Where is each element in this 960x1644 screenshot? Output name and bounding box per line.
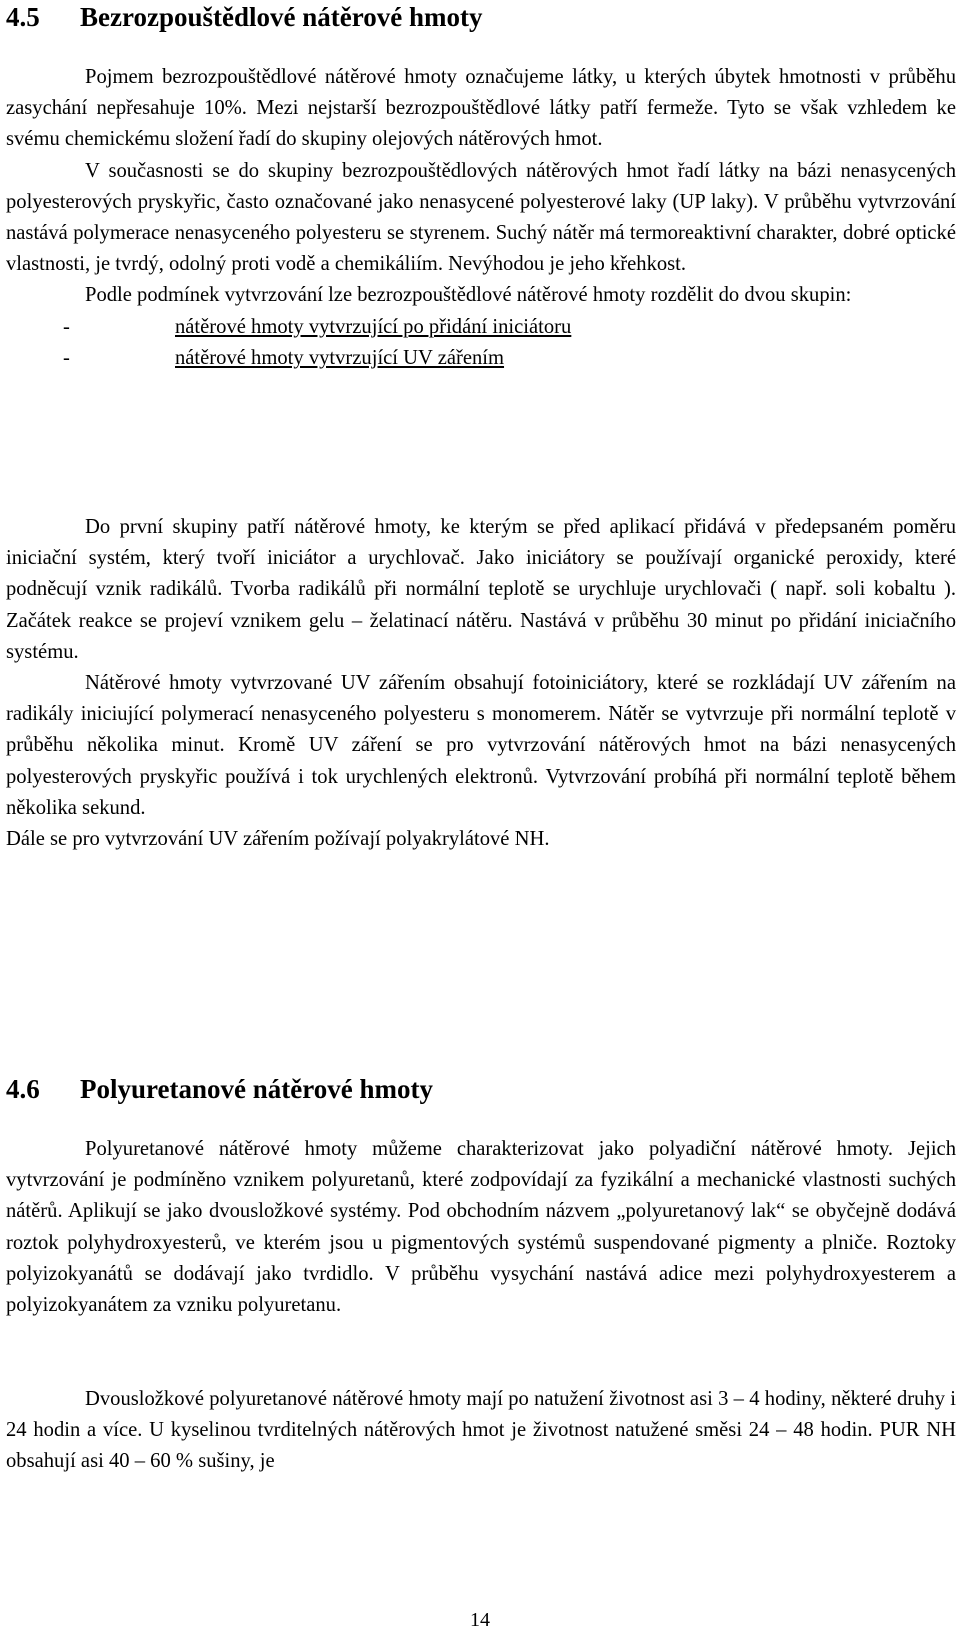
paragraph: Do první skupiny patří nátěrové hmoty, ke kterým se před aplikací přidává v předepsaném poměru iniciační systém, který tvoří iniciátor a urychlovač. Jako iniciátory se používají organické peroxidy, které podněcují vznik radikálů. Tvorba radikálů při normální teplotě se urychluje urychlovači ( např. soli kobaltu ). Začátek reakce se projeví vznikem gelu – želatinací nátěru. Nastává v průběhu 30 minut po přidání iniciačního systému. [6,516,956,663]
paragraph: Polyuretanové nátěrové hmoty můžeme charakterizovat jako polyadiční nátěrové hmoty. Jejich vytvrzování je podmíněno vznikem polyuretanů, které zodpovídají za fyzikální a mechanické vlastnosti suchých nátěrů. Aplikují se jako dvousložkové systémy. Pod obchodním názvem „polyuretanový lak“ se obyčejně dodává roztok polyhydroxyesterů, ve kterém jsou u pigmentových systémů suspendované pigmenty a plniče. Roztoky polyizokyanátů se dodávají jako tvrdidlo. V průběhu vysychání nastává adice mezi polyhydroxyesterem a polyizokyanátem za vzniku polyuretanu. [6,1138,956,1317]
paragraph: Pojmem bezrozpouštědlové nátěrové hmoty označujeme látky, u kterých úbytek hmotnosti v průběhu zasychání nepřesahuje 10%. Mezi nejstarší bezrozpouštědlové látky patří fermeže. Tyto se však vzhledem ke svému chemickému složení řadí do skupiny olejových nátěrových hmot. [6,66,956,151]
section-4-6-body [6,1134,956,1321]
section-4-5-body-continued [6,512,956,855]
list-item-text: nátěrové hmoty vytvrzující UV zářením [175,346,505,369]
page-number: 14 [470,1609,490,1631]
paragraph: Podle podmínek vytvrzování lze bezrozpouštědlové nátěrové hmoty rozdělit do dvou skupin: [85,284,852,307]
list-item [6,343,956,374]
list-item-text: nátěrové hmoty vytvrzující po přidání iniciátoru [175,315,572,338]
section-title: Polyuretanové nátěrové hmoty [80,1074,433,1104]
section-4-6-heading [6,1074,433,1104]
list-item [6,312,956,343]
paragraph: Dále se pro vytvrzování UV zářením požívají polyakrylátové NH. [6,828,550,851]
section-4-5-heading [6,2,482,32]
section-title: Bezrozpouštědlové nátěrové hmoty [80,2,483,32]
section-number: 4.5 [6,2,40,32]
paragraph: Dvousložkové polyuretanové nátěrové hmoty mají po natužení životnost asi 3 – 4 hodiny, některé druhy i 24 hodin a více. U kyselinou tvrditelných nátěrových hmot je životnost natužené směsi 24 – 48 hodin. PUR NH obsahují asi 40 – 60 % sušiny, je [6,1388,956,1473]
paragraph: Nátěrové hmoty vytvrzované UV zářením obsahují fotoiniciátory, které se rozkládají UV zářením na radikály iniciující polymerací nenasyceného polyesteru s monomerem. Nátěr se vytvrzuje při normální teplotě v průběhu několika minut. Kromě UV záření se pro vytvrzování nátěrových hmot na bázi nenasycených polyesterových pryskyřic používá i tok urychlených elektronů. Vytvrzování probíhá při normální teplotě během několika sekund. [6,672,956,819]
list-dash: - [63,315,70,338]
section-4-6-body-continued [6,1384,956,1478]
list-dash: - [63,346,70,369]
section-number: 4.6 [6,1074,40,1104]
paragraph: V současnosti se do skupiny bezrozpouštědlových nátěrových hmot řadí látky na bázi nenasycených polyesterových pryskyřic, často označované jako nenasycené polyesterové laky (UP laky). V průběhu vytvrzování nastává polymerace nenasyceného polyesteru se styrenem. Suchý nátěr má termoreaktivní charakter, dobré optické vlastnosti, je tvrdý, odolný proti vodě a chemikáliím. Nevýhodou je jeho křehkost. [6,159,956,276]
section-4-5-body [6,62,956,374]
